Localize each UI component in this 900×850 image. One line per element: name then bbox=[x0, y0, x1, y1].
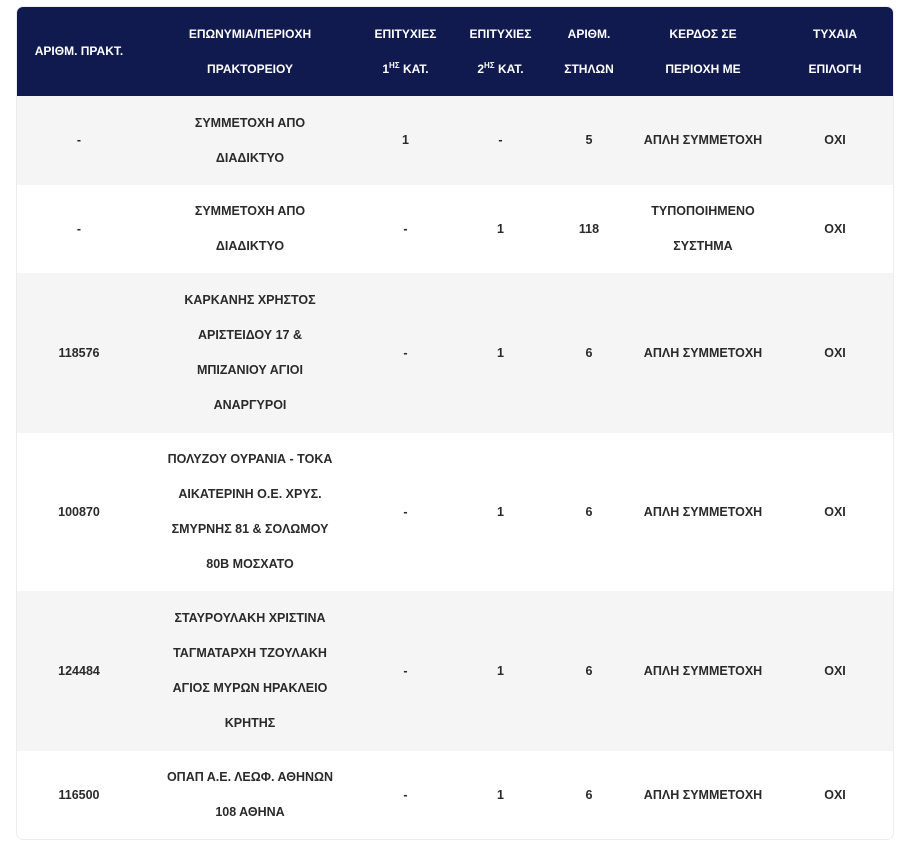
agency-number-cell: 100870 bbox=[58, 504, 100, 519]
header-wins1-category: ΚΑΤ. bbox=[399, 61, 429, 76]
gain-type-cell: ΑΠΛΗ ΣΥΜΜΕΤΟΧΗ bbox=[643, 133, 763, 147]
header-wins-second-category bbox=[452, 7, 549, 96]
gain-type-cell: ΑΠΛΗ ΣΥΜΜΕΤΟΧΗ bbox=[643, 345, 763, 360]
header-wins2-category: ΚΑΤ. bbox=[494, 61, 524, 76]
wins-first-cell: - bbox=[403, 663, 408, 678]
table-row bbox=[17, 433, 893, 591]
agency-number-cell: 118576 bbox=[58, 345, 100, 360]
header-columns-count bbox=[549, 7, 629, 96]
header-wins2-line1: ΕΠΙΤΥΧΙΕΣ bbox=[469, 26, 532, 41]
gain-type-cell: ΑΠΛΗ ΣΥΜΜΕΤΟΧΗ bbox=[643, 663, 763, 678]
gain-type-cell: ΑΠΛΗ ΣΥΜΜΕΤΟΧΗ bbox=[643, 787, 763, 802]
random-pick-cell: ΟΧΙ bbox=[824, 663, 846, 678]
header-row bbox=[17, 7, 893, 96]
columns-count-cell: 6 bbox=[585, 663, 593, 678]
header-wins1-number: 1 bbox=[382, 61, 390, 76]
header-random-pick bbox=[777, 7, 893, 96]
wins-second-cell: 1 bbox=[497, 504, 504, 519]
gain-type-cell: ΑΠΛΗ ΣΥΜΜΕΤΟΧΗ bbox=[643, 504, 763, 519]
random-pick-cell: ΟΧΙ bbox=[824, 504, 846, 519]
columns-count-cell: 6 bbox=[585, 345, 593, 360]
header-wins2-superscript: ΗΣ bbox=[484, 60, 495, 70]
header-gain-type bbox=[629, 7, 777, 96]
header-agency-number bbox=[17, 7, 141, 96]
header-agency-name-line2: ΠΡΑΚΤΟΡΕΙΟΥ bbox=[207, 61, 293, 76]
agency-name-cell: ΚΑΡΚΑΝΗΣ ΧΡΗΣΤΟΣ ΑΡΙΣΤΕΙΔΟΥ 17 & ΜΠΙΖΑΝΙΟΥ ΑΓΙΟΙ ΑΝΑΡΓΥΡΟΙ bbox=[184, 293, 316, 412]
winners-table bbox=[17, 7, 893, 839]
random-pick-cell: ΟΧΙ bbox=[824, 345, 846, 360]
random-pick-cell: ΟΧΙ bbox=[824, 221, 846, 236]
header-random-line1: ΤΥΧΑΙΑ bbox=[812, 26, 857, 41]
wins-first-cell: - bbox=[403, 787, 408, 802]
header-wins1-line1: ΕΠΙΤΥΧΙΕΣ bbox=[374, 26, 437, 41]
agency-name-cell: ΣΥΜΜΕΤΟΧΗ ΑΠΟ ΔΙΑΔΙΚΤΥΟ bbox=[194, 115, 306, 165]
agency-name-cell: ΠΟΛΥΖΟΥ ΟΥΡΑΝΙΑ - ΤΟΚΑ ΑΙΚΑΤΕΡΙΝΗ Ο.Ε. ΧΡΥΣ. ΣΜΥΡΝΗΣ 81 & ΣΟΛΩΜΟΥ 80Β ΜΟΣΧΑΤΟ bbox=[167, 452, 333, 571]
agency-number-cell: 116500 bbox=[58, 787, 100, 802]
winners-table-container bbox=[17, 7, 893, 839]
wins-first-cell: 1 bbox=[402, 133, 409, 147]
wins-second-cell: 1 bbox=[497, 787, 504, 802]
columns-count-cell: 118 bbox=[578, 221, 600, 236]
header-agency-name-line1: ΕΠΩΝΥΜΙΑ/ΠΕΡΙΟΧΗ bbox=[188, 26, 312, 41]
table-row bbox=[17, 96, 893, 185]
wins-first-cell: - bbox=[403, 345, 408, 360]
table-row bbox=[17, 591, 893, 751]
header-wins1-superscript: ΗΣ bbox=[389, 60, 400, 70]
header-wins2-number: 2 bbox=[477, 61, 485, 76]
random-pick-cell: ΟΧΙ bbox=[824, 133, 846, 147]
header-wins-first-category bbox=[359, 7, 452, 96]
header-columns-line1: ΑΡΙΘΜ. bbox=[567, 26, 611, 41]
header-gain-line2: ΠΕΡΙΟΧΗ ΜΕ bbox=[665, 61, 741, 76]
wins-first-cell: - bbox=[403, 221, 408, 236]
header-gain-line1: ΚΕΡΔΟΣ ΣΕ bbox=[669, 26, 737, 41]
wins-second-cell: 1 bbox=[497, 345, 504, 360]
wins-second-cell: 1 bbox=[497, 663, 504, 678]
header-agency-number-label: ΑΡΙΘΜ. ΠΡΑΚΤ. bbox=[34, 44, 124, 58]
table-body bbox=[17, 96, 893, 839]
columns-count-cell: 6 bbox=[585, 787, 593, 802]
header-agency-name bbox=[141, 7, 359, 96]
table-row bbox=[17, 185, 893, 273]
wins-second-cell: - bbox=[498, 133, 503, 147]
agency-number-cell: - bbox=[76, 221, 82, 236]
header-random-line2: ΕΠΙΛΟΓΗ bbox=[808, 61, 862, 76]
agency-number-cell: - bbox=[76, 133, 82, 147]
agency-name-cell: ΣΥΜΜΕΤΟΧΗ ΑΠΟ ΔΙΑΔΙΚΤΥΟ bbox=[194, 204, 306, 253]
agency-number-cell: 124484 bbox=[58, 663, 100, 678]
agency-name-cell: ΟΠΑΠ Α.Ε. ΛΕΩΦ. ΑΘΗΝΩΝ 108 ΑΘΗΝΑ bbox=[166, 770, 334, 819]
table-header bbox=[17, 7, 893, 96]
wins-first-cell: - bbox=[403, 504, 408, 519]
gain-type-cell: ΤΥΠΟΠΟΙΗΜΕΝΟ ΣΥΣΤΗΜΑ bbox=[651, 204, 755, 253]
wins-second-cell: 1 bbox=[497, 221, 504, 236]
agency-name-cell: ΣΤΑΥΡΟΥΛΑΚΗ ΧΡΙΣΤΙΝΑ ΤΑΓΜΑΤΑΡΧΗ ΤΖΟΥΛΑΚΗ ΑΓΙΟΣ ΜΥΡΩΝ ΗΡΑΚΛΕΙΟ ΚΡΗΤΗΣ bbox=[172, 611, 328, 730]
random-pick-cell: ΟΧΙ bbox=[824, 787, 846, 802]
table-row bbox=[17, 751, 893, 839]
table-row bbox=[17, 273, 893, 433]
columns-count-cell: 5 bbox=[585, 133, 593, 147]
header-columns-line2: ΣΤΗΛΩΝ bbox=[564, 61, 614, 76]
columns-count-cell: 6 bbox=[585, 504, 593, 519]
